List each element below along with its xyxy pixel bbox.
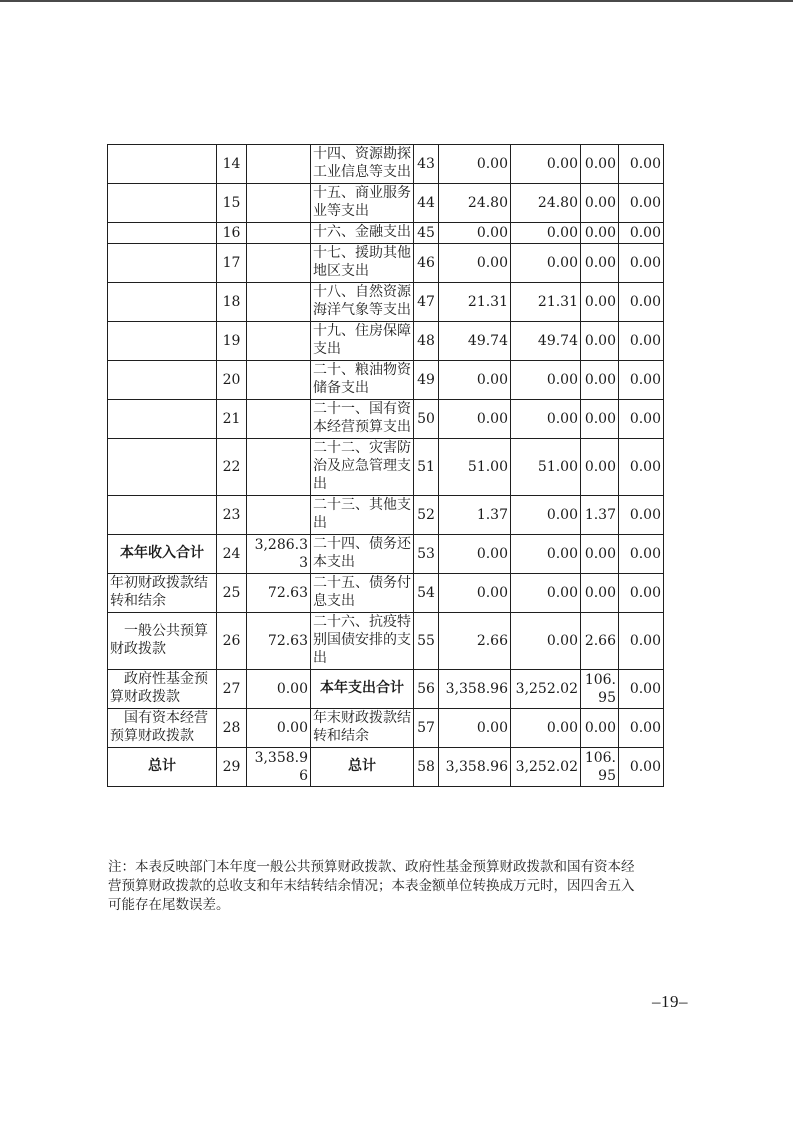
- expenditure-category-cell: 二十、粮油物资储备支出: [311, 361, 414, 400]
- expenditure-line-number-cell: 45: [414, 223, 439, 244]
- expenditure-total-cell: 0.00: [439, 361, 511, 400]
- income-label-cell: [108, 223, 217, 244]
- expenditure-line-number-cell: 58: [414, 748, 439, 787]
- general-budget-value-cell: 51.00: [511, 439, 581, 496]
- gov-fund-value-cell: 2.66: [581, 613, 619, 670]
- table-row: [108, 574, 664, 613]
- footnote-line: 可能存在尾数误差。: [108, 897, 230, 912]
- gov-fund-value-cell: 106.95: [581, 748, 619, 787]
- expenditure-total-cell: 49.74: [439, 322, 511, 361]
- gov-fund-value-cell: 0.00: [581, 574, 619, 613]
- state-capital-value-cell: 0.00: [619, 496, 664, 535]
- income-line-number-cell: 29: [217, 748, 247, 787]
- income-line-number-cell: 20: [217, 361, 247, 400]
- general-budget-value-cell: 49.74: [511, 322, 581, 361]
- income-label-cell: [108, 496, 217, 535]
- general-budget-value-cell: 0.00: [511, 613, 581, 670]
- income-label-cell: 本年收入合计: [108, 535, 217, 574]
- expenditure-category-cell: 二十六、抗疫特别国债安排的支出: [311, 613, 414, 670]
- expenditure-category-cell: 十四、资源勘探工业信息等支出: [311, 145, 414, 184]
- gov-fund-value-cell: 0.00: [581, 244, 619, 283]
- general-budget-value-cell: 21.31: [511, 283, 581, 322]
- table-row: [108, 184, 664, 223]
- table-row: [108, 748, 664, 787]
- income-line-number-cell: 27: [217, 670, 247, 709]
- expenditure-category-cell: 十六、金融支出: [311, 223, 414, 244]
- income-label-cell: 总计: [108, 748, 217, 787]
- gov-fund-value-cell: 0.00: [581, 400, 619, 439]
- income-label-cell: [108, 283, 217, 322]
- expenditure-total-cell: 2.66: [439, 613, 511, 670]
- expenditure-line-number-cell: 49: [414, 361, 439, 400]
- general-budget-value-cell: 0.00: [511, 400, 581, 439]
- income-amount-cell: [247, 184, 311, 223]
- budget-table: [107, 144, 664, 787]
- income-amount-cell: [247, 322, 311, 361]
- income-amount-cell: [247, 145, 311, 184]
- income-amount-cell: 3,358.96: [247, 748, 311, 787]
- income-line-number-cell: 15: [217, 184, 247, 223]
- expenditure-line-number-cell: 57: [414, 709, 439, 748]
- general-budget-value-cell: 0.00: [511, 496, 581, 535]
- income-label-cell: 国有资本经营预算财政拨款: [108, 709, 217, 748]
- general-budget-value-cell: 0.00: [511, 574, 581, 613]
- state-capital-value-cell: 0.00: [619, 439, 664, 496]
- general-budget-value-cell: 0.00: [511, 535, 581, 574]
- table-row: [108, 283, 664, 322]
- expenditure-total-cell: 0.00: [439, 400, 511, 439]
- general-budget-value-cell: 0.00: [511, 709, 581, 748]
- gov-fund-value-cell: 1.37: [581, 496, 619, 535]
- income-amount-cell: [247, 361, 311, 400]
- income-amount-cell: [247, 439, 311, 496]
- table-row: [108, 496, 664, 535]
- income-label-cell: [108, 361, 217, 400]
- expenditure-total-cell: 24.80: [439, 184, 511, 223]
- expenditure-category-cell: 十五、商业服务业等支出: [311, 184, 414, 223]
- expenditure-total-cell: 0.00: [439, 223, 511, 244]
- income-line-number-cell: 28: [217, 709, 247, 748]
- gov-fund-value-cell: 0.00: [581, 145, 619, 184]
- expenditure-total-cell: 3,358.96: [439, 670, 511, 709]
- income-amount-cell: [247, 283, 311, 322]
- table-row: [108, 670, 664, 709]
- gov-fund-value-cell: 0.00: [581, 283, 619, 322]
- table-row: [108, 244, 664, 283]
- gov-fund-value-cell: 0.00: [581, 439, 619, 496]
- income-label-cell: [108, 322, 217, 361]
- gov-fund-value-cell: 106.95: [581, 670, 619, 709]
- income-label-cell: [108, 184, 217, 223]
- income-amount-cell: [247, 223, 311, 244]
- expenditure-total-cell: 0.00: [439, 535, 511, 574]
- state-capital-value-cell: 0.00: [619, 223, 664, 244]
- expenditure-line-number-cell: 48: [414, 322, 439, 361]
- state-capital-value-cell: 0.00: [619, 184, 664, 223]
- gov-fund-value-cell: 0.00: [581, 535, 619, 574]
- table-row: [108, 322, 664, 361]
- state-capital-value-cell: 0.00: [619, 361, 664, 400]
- gov-fund-value-cell: 0.00: [581, 322, 619, 361]
- expenditure-category-cell: 二十五、债务付息支出: [311, 574, 414, 613]
- table-row: [108, 709, 664, 748]
- table-row: [108, 223, 664, 244]
- expenditure-category-cell: 二十二、灾害防治及应急管理支出: [311, 439, 414, 496]
- expenditure-total-cell: 0.00: [439, 709, 511, 748]
- table-row: [108, 439, 664, 496]
- income-line-number-cell: 18: [217, 283, 247, 322]
- income-amount-cell: 0.00: [247, 670, 311, 709]
- state-capital-value-cell: 0.00: [619, 709, 664, 748]
- expenditure-category-cell: 本年支出合计: [311, 670, 414, 709]
- state-capital-value-cell: 0.00: [619, 613, 664, 670]
- income-label-cell: 一般公共预算财政拨款: [108, 613, 217, 670]
- expenditure-category-cell: 二十四、债务还本支出: [311, 535, 414, 574]
- gov-fund-value-cell: 0.00: [581, 709, 619, 748]
- income-label-cell: 政府性基金预算财政拨款: [108, 670, 217, 709]
- income-line-number-cell: 14: [217, 145, 247, 184]
- expenditure-category-cell: 二十三、其他支出: [311, 496, 414, 535]
- footnote-line: 注：本表反映部门本年度一般公共预算财政拨款、政府性基金预算财政拨款和国有资本经: [108, 859, 635, 874]
- table-row: [108, 535, 664, 574]
- expenditure-line-number-cell: 56: [414, 670, 439, 709]
- expenditure-total-cell: 0.00: [439, 145, 511, 184]
- expenditure-total-cell: 51.00: [439, 439, 511, 496]
- state-capital-value-cell: 0.00: [619, 145, 664, 184]
- footnote-line: 营预算财政拨款的总收支和年末结转结余情况；本表金额单位转换成万元时，因四舍五入: [108, 878, 635, 893]
- expenditure-total-cell: 3,358.96: [439, 748, 511, 787]
- table-row: [108, 361, 664, 400]
- general-budget-value-cell: 3,252.02: [511, 670, 581, 709]
- income-amount-cell: 72.63: [247, 613, 311, 670]
- state-capital-value-cell: 0.00: [619, 748, 664, 787]
- state-capital-value-cell: 0.00: [619, 283, 664, 322]
- income-amount-cell: 72.63: [247, 574, 311, 613]
- expenditure-total-cell: 21.31: [439, 283, 511, 322]
- expenditure-category-cell: 十七、援助其他地区支出: [311, 244, 414, 283]
- state-capital-value-cell: 0.00: [619, 244, 664, 283]
- income-line-number-cell: 23: [217, 496, 247, 535]
- expenditure-category-cell: 二十一、国有资本经营预算支出: [311, 400, 414, 439]
- table-footnote: [108, 857, 635, 914]
- general-budget-value-cell: 0.00: [511, 223, 581, 244]
- expenditure-total-cell: 0.00: [439, 574, 511, 613]
- expenditure-category-cell: 十八、自然资源海洋气象等支出: [311, 283, 414, 322]
- state-capital-value-cell: 0.00: [619, 400, 664, 439]
- budget-table-body: [108, 145, 664, 787]
- income-label-cell: [108, 400, 217, 439]
- expenditure-category-cell: 总计: [311, 748, 414, 787]
- income-label-cell: [108, 244, 217, 283]
- income-line-number-cell: 19: [217, 322, 247, 361]
- state-capital-value-cell: 0.00: [619, 670, 664, 709]
- expenditure-line-number-cell: 51: [414, 439, 439, 496]
- income-line-number-cell: 17: [217, 244, 247, 283]
- table-row: [108, 613, 664, 670]
- general-budget-value-cell: 0.00: [511, 361, 581, 400]
- gov-fund-value-cell: 0.00: [581, 184, 619, 223]
- income-line-number-cell: 25: [217, 574, 247, 613]
- expenditure-line-number-cell: 53: [414, 535, 439, 574]
- general-budget-value-cell: 0.00: [511, 145, 581, 184]
- table-row: [108, 400, 664, 439]
- expenditure-line-number-cell: 46: [414, 244, 439, 283]
- income-label-cell: 年初财政拨款结转和结余: [108, 574, 217, 613]
- expenditure-line-number-cell: 50: [414, 400, 439, 439]
- state-capital-value-cell: 0.00: [619, 322, 664, 361]
- income-line-number-cell: 24: [217, 535, 247, 574]
- page-number: –19–: [652, 992, 688, 1011]
- table-row: [108, 145, 664, 184]
- general-budget-value-cell: 3,252.02: [511, 748, 581, 787]
- gov-fund-value-cell: 0.00: [581, 361, 619, 400]
- income-line-number-cell: 16: [217, 223, 247, 244]
- state-capital-value-cell: 0.00: [619, 574, 664, 613]
- expenditure-line-number-cell: 55: [414, 613, 439, 670]
- expenditure-line-number-cell: 47: [414, 283, 439, 322]
- expenditure-total-cell: 1.37: [439, 496, 511, 535]
- income-amount-cell: [247, 244, 311, 283]
- expenditure-category-cell: 年末财政拨款结转和结余: [311, 709, 414, 748]
- gov-fund-value-cell: 0.00: [581, 223, 619, 244]
- income-line-number-cell: 26: [217, 613, 247, 670]
- expenditure-line-number-cell: 44: [414, 184, 439, 223]
- income-amount-cell: 0.00: [247, 709, 311, 748]
- expenditure-total-cell: 0.00: [439, 244, 511, 283]
- income-amount-cell: 3,286.33: [247, 535, 311, 574]
- income-label-cell: [108, 439, 217, 496]
- income-line-number-cell: 21: [217, 400, 247, 439]
- expenditure-category-cell: 十九、住房保障支出: [311, 322, 414, 361]
- expenditure-line-number-cell: 54: [414, 574, 439, 613]
- income-amount-cell: [247, 496, 311, 535]
- income-line-number-cell: 22: [217, 439, 247, 496]
- income-amount-cell: [247, 400, 311, 439]
- expenditure-line-number-cell: 52: [414, 496, 439, 535]
- general-budget-value-cell: 0.00: [511, 244, 581, 283]
- general-budget-value-cell: 24.80: [511, 184, 581, 223]
- expenditure-line-number-cell: 43: [414, 145, 439, 184]
- state-capital-value-cell: 0.00: [619, 535, 664, 574]
- scan-edge-artifact: [0, 0, 793, 2]
- income-label-cell: [108, 145, 217, 184]
